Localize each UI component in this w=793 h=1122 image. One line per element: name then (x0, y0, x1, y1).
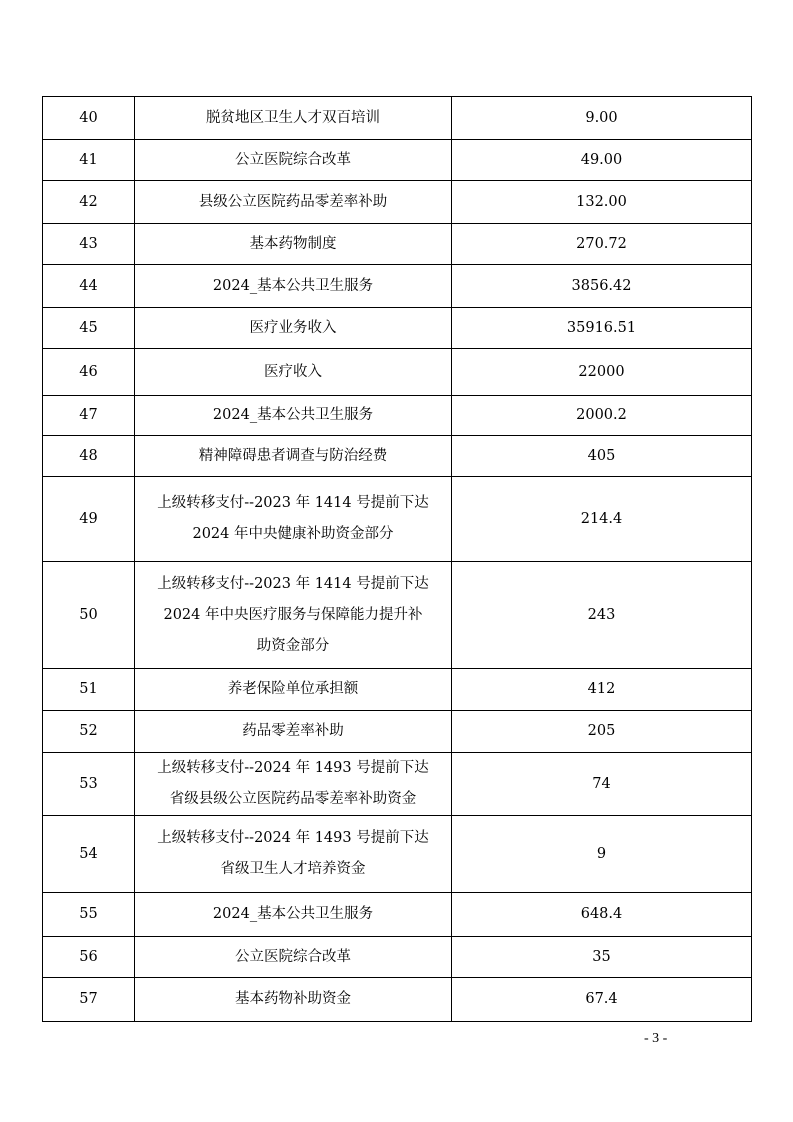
row-number: 57 (43, 978, 135, 1022)
item-name (135, 265, 452, 308)
item-name (135, 937, 452, 978)
item-amount: 9.00 (452, 97, 752, 140)
table-row (43, 893, 752, 937)
item-name-line: 2024_基本公共卫生服务 (212, 906, 374, 922)
funding-table (42, 96, 752, 1022)
table-row (43, 97, 752, 140)
item-name-line: 上级转移支付--2023 年 1414 号提前下达 (157, 575, 429, 592)
item-name-line: 上级转移支付--2023 年 1414 号提前下达 (157, 495, 429, 511)
item-amount: 405 (452, 436, 752, 477)
table-row (43, 140, 752, 181)
item-amount: 243 (452, 562, 752, 669)
item-name (135, 224, 452, 265)
table-row (43, 937, 752, 978)
item-name-line: 上级转移支付--2024 年 1493 号提前下达 (157, 760, 429, 776)
row-number: 46 (43, 349, 135, 396)
item-name-line: 公立医院综合改革 (235, 948, 351, 965)
row-number: 50 (43, 562, 135, 669)
row-number: 48 (43, 436, 135, 477)
item-amount: 214.4 (452, 477, 752, 562)
table-row (43, 669, 752, 711)
row-number: 56 (43, 937, 135, 978)
item-amount: 205 (452, 711, 752, 753)
funding-table-body (43, 97, 752, 1022)
item-amount: 412 (452, 669, 752, 711)
item-name-line: 省级县级公立医院药品零差率补助资金 (169, 791, 417, 807)
row-number: 52 (43, 711, 135, 753)
row-number: 53 (43, 753, 135, 816)
page-number: - 3 - (644, 1031, 668, 1046)
item-name-line: 县级公立医院药品零差率补助 (198, 193, 388, 210)
row-number: 47 (43, 396, 135, 436)
item-name (135, 669, 452, 711)
item-name-line: 精神障碍患者调查与防治经费 (198, 447, 388, 464)
row-number: 54 (43, 816, 135, 893)
table-row (43, 181, 752, 224)
table-row (43, 816, 752, 893)
table-row (43, 978, 752, 1022)
item-name (135, 711, 452, 753)
item-name-line: 省级卫生人才培养资金 (220, 861, 366, 877)
table-row (43, 349, 752, 396)
item-amount: 35 (452, 937, 752, 978)
table-row (43, 436, 752, 477)
table-row (43, 224, 752, 265)
item-name-line: 基本药物补助资金 (235, 991, 351, 1007)
item-name (135, 308, 452, 349)
item-name (135, 97, 452, 140)
item-name (135, 753, 452, 816)
item-name (135, 893, 452, 937)
item-amount: 49.00 (452, 140, 752, 181)
item-name-line: 医疗收入 (264, 363, 322, 380)
item-amount: 648.4 (452, 893, 752, 937)
table-row (43, 265, 752, 308)
item-amount: 67.4 (452, 978, 752, 1022)
item-name-line: 养老保险单位承担额 (227, 681, 359, 697)
item-name-line: 药品零差率补助 (242, 723, 344, 739)
item-name (135, 140, 452, 181)
item-amount: 35916.51 (452, 308, 752, 349)
item-name (135, 978, 452, 1022)
item-amount: 9 (452, 816, 752, 893)
item-amount: 2000.2 (452, 396, 752, 436)
item-name (135, 396, 452, 436)
item-amount: 22000 (452, 349, 752, 396)
item-amount: 270.72 (452, 224, 752, 265)
item-name-line: 基本药物制度 (249, 235, 337, 252)
row-number: 51 (43, 669, 135, 711)
item-name (135, 436, 452, 477)
item-amount: 3856.42 (452, 265, 752, 308)
item-name (135, 562, 452, 669)
item-name-line: 上级转移支付--2024 年 1493 号提前下达 (157, 830, 429, 846)
item-name-line: 2024 年中央医疗服务与保障能力提升补 (163, 606, 423, 623)
row-number: 55 (43, 893, 135, 937)
row-number: 42 (43, 181, 135, 224)
row-number: 43 (43, 224, 135, 265)
item-amount: 74 (452, 753, 752, 816)
item-name-line: 公立医院综合改革 (235, 151, 351, 168)
row-number: 40 (43, 97, 135, 140)
item-name (135, 181, 452, 224)
item-name-line: 医疗业务收入 (249, 319, 337, 336)
item-name-line: 2024_基本公共卫生服务 (212, 407, 374, 423)
row-number: 45 (43, 308, 135, 349)
item-name-line: 2024_基本公共卫生服务 (212, 277, 374, 294)
table-row (43, 396, 752, 436)
item-name (135, 349, 452, 396)
table-row (43, 711, 752, 753)
item-amount: 132.00 (452, 181, 752, 224)
row-number: 41 (43, 140, 135, 181)
item-name-line: 2024 年中央健康补助资金部分 (192, 526, 394, 542)
row-number: 44 (43, 265, 135, 308)
item-name-line: 助资金部分 (256, 637, 330, 654)
item-name-line: 脱贫地区卫生人才双百培训 (206, 109, 380, 126)
table-row (43, 308, 752, 349)
table-row (43, 562, 752, 669)
item-name (135, 477, 452, 562)
table-row (43, 753, 752, 816)
table-row (43, 477, 752, 562)
row-number: 49 (43, 477, 135, 562)
item-name (135, 816, 452, 893)
